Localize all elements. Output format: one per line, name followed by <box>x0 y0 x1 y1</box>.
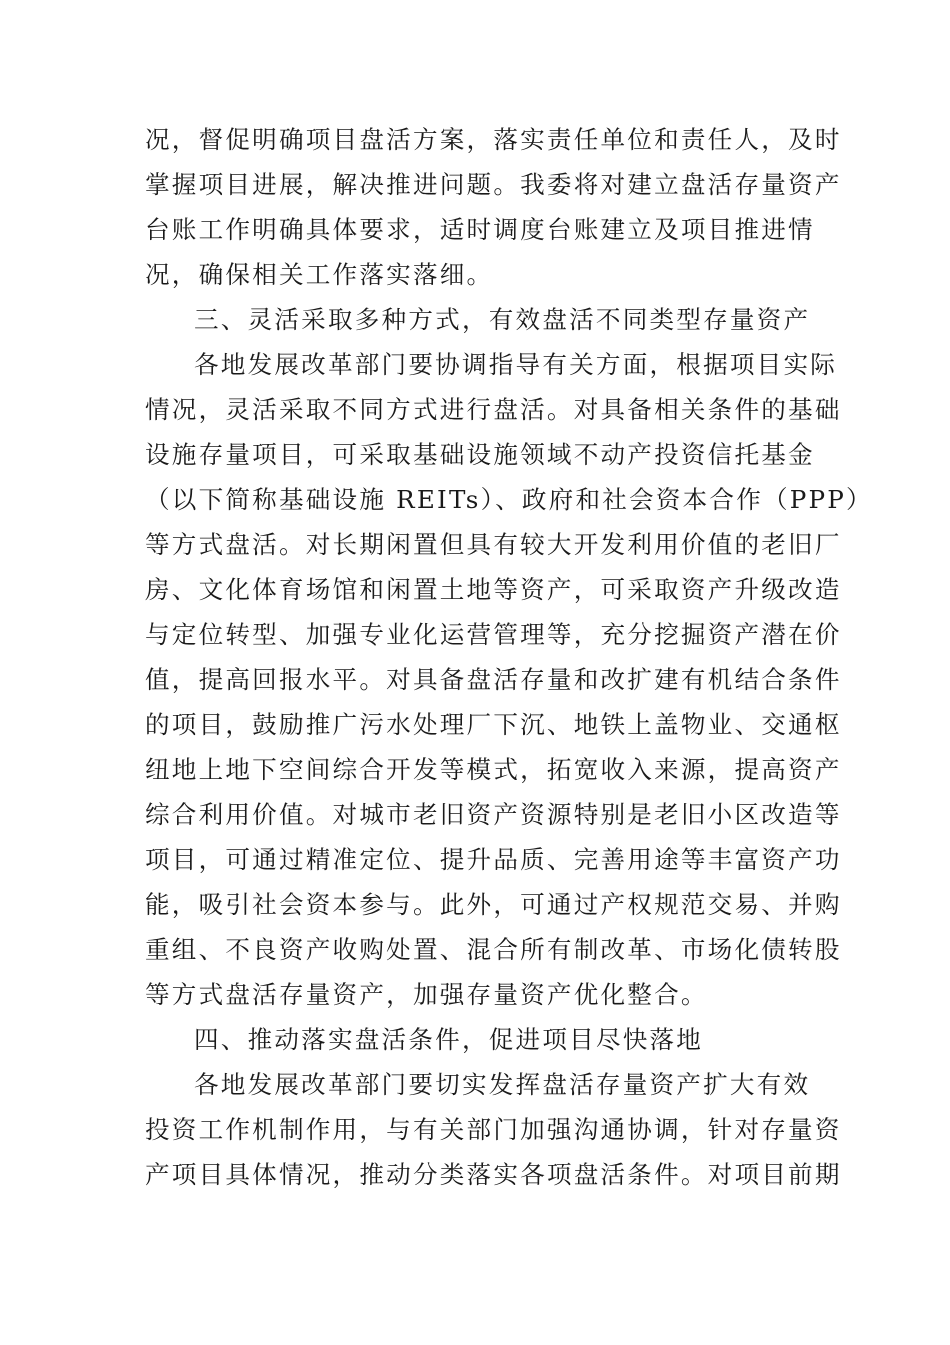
text-line-16: 综合利用价值。对城市老旧资产资源特别是老旧小区改造等 <box>145 800 842 829</box>
text-line-20: 等方式盘活存量资产，加强存量资产优化整合。 <box>145 980 708 1009</box>
text-line-24: 产项目具体情况，推动分类落实各项盘活条件。对项目前期 <box>145 1160 842 1189</box>
text-line-22: 各地发展改革部门要切实发挥盘活存量资产扩大有效 <box>194 1070 811 1099</box>
text-line-23: 投资工作机制作用，与有关部门加强沟通协调，针对存量资 <box>145 1115 842 1144</box>
text-line-1: 况，督促明确项目盘活方案，落实责任单位和责任人，及时 <box>145 125 842 154</box>
text-line-15: 纽地上地下空间综合开发等模式，拓宽收入来源，提高资产 <box>145 755 842 784</box>
text-line-17: 项目，可通过精准定位、提升品质、完善用途等丰富资产功 <box>145 845 842 874</box>
text-line-19: 重组、不良资产收购处置、混合所有制改革、市场化债转股 <box>145 935 842 964</box>
section-heading-3: 三、灵活采取多种方式，有效盘活不同类型存量资产 <box>194 305 811 334</box>
text-line-18: 能，吸引社会资本参与。此外，可通过产权规范交易、并购 <box>145 890 842 919</box>
text-line-4: 况，确保相关工作落实落细。 <box>145 260 494 289</box>
text-line-9: （以下简称基础设施 REITs）、政府和社会资本合作（PPP） <box>145 485 873 514</box>
text-line-13: 值，提高回报水平。对具备盘活存量和改扩建有机结合条件 <box>145 665 842 694</box>
text-line-14: 的项目，鼓励推广污水处理厂下沉、地铁上盖物业、交通枢 <box>145 710 842 739</box>
text-line-6: 各地发展改革部门要协调指导有关方面，根据项目实际 <box>194 350 838 379</box>
text-line-2: 掌握项目进展，解决推进问题。我委将对建立盘活存量资产 <box>145 170 842 199</box>
text-line-11: 房、文化体育场馆和闲置土地等资产，可采取资产升级改造 <box>145 575 842 604</box>
text-line-8: 设施存量项目，可采取基础设施领域不动产投资信托基金 <box>145 440 815 469</box>
text-line-3: 台账工作明确具体要求，适时调度台账建立及项目推进情 <box>145 215 815 244</box>
text-line-12: 与定位转型、加强专业化运营管理等，充分挖掘资产潜在价 <box>145 620 842 649</box>
text-line-10: 等方式盘活。对长期闲置但具有较大开发利用价值的老旧厂 <box>145 530 842 559</box>
section-heading-4: 四、推动落实盘活条件，促进项目尽快落地 <box>194 1025 704 1054</box>
text-line-7: 情况，灵活采取不同方式进行盘活。对具备相关条件的基础 <box>145 395 842 424</box>
